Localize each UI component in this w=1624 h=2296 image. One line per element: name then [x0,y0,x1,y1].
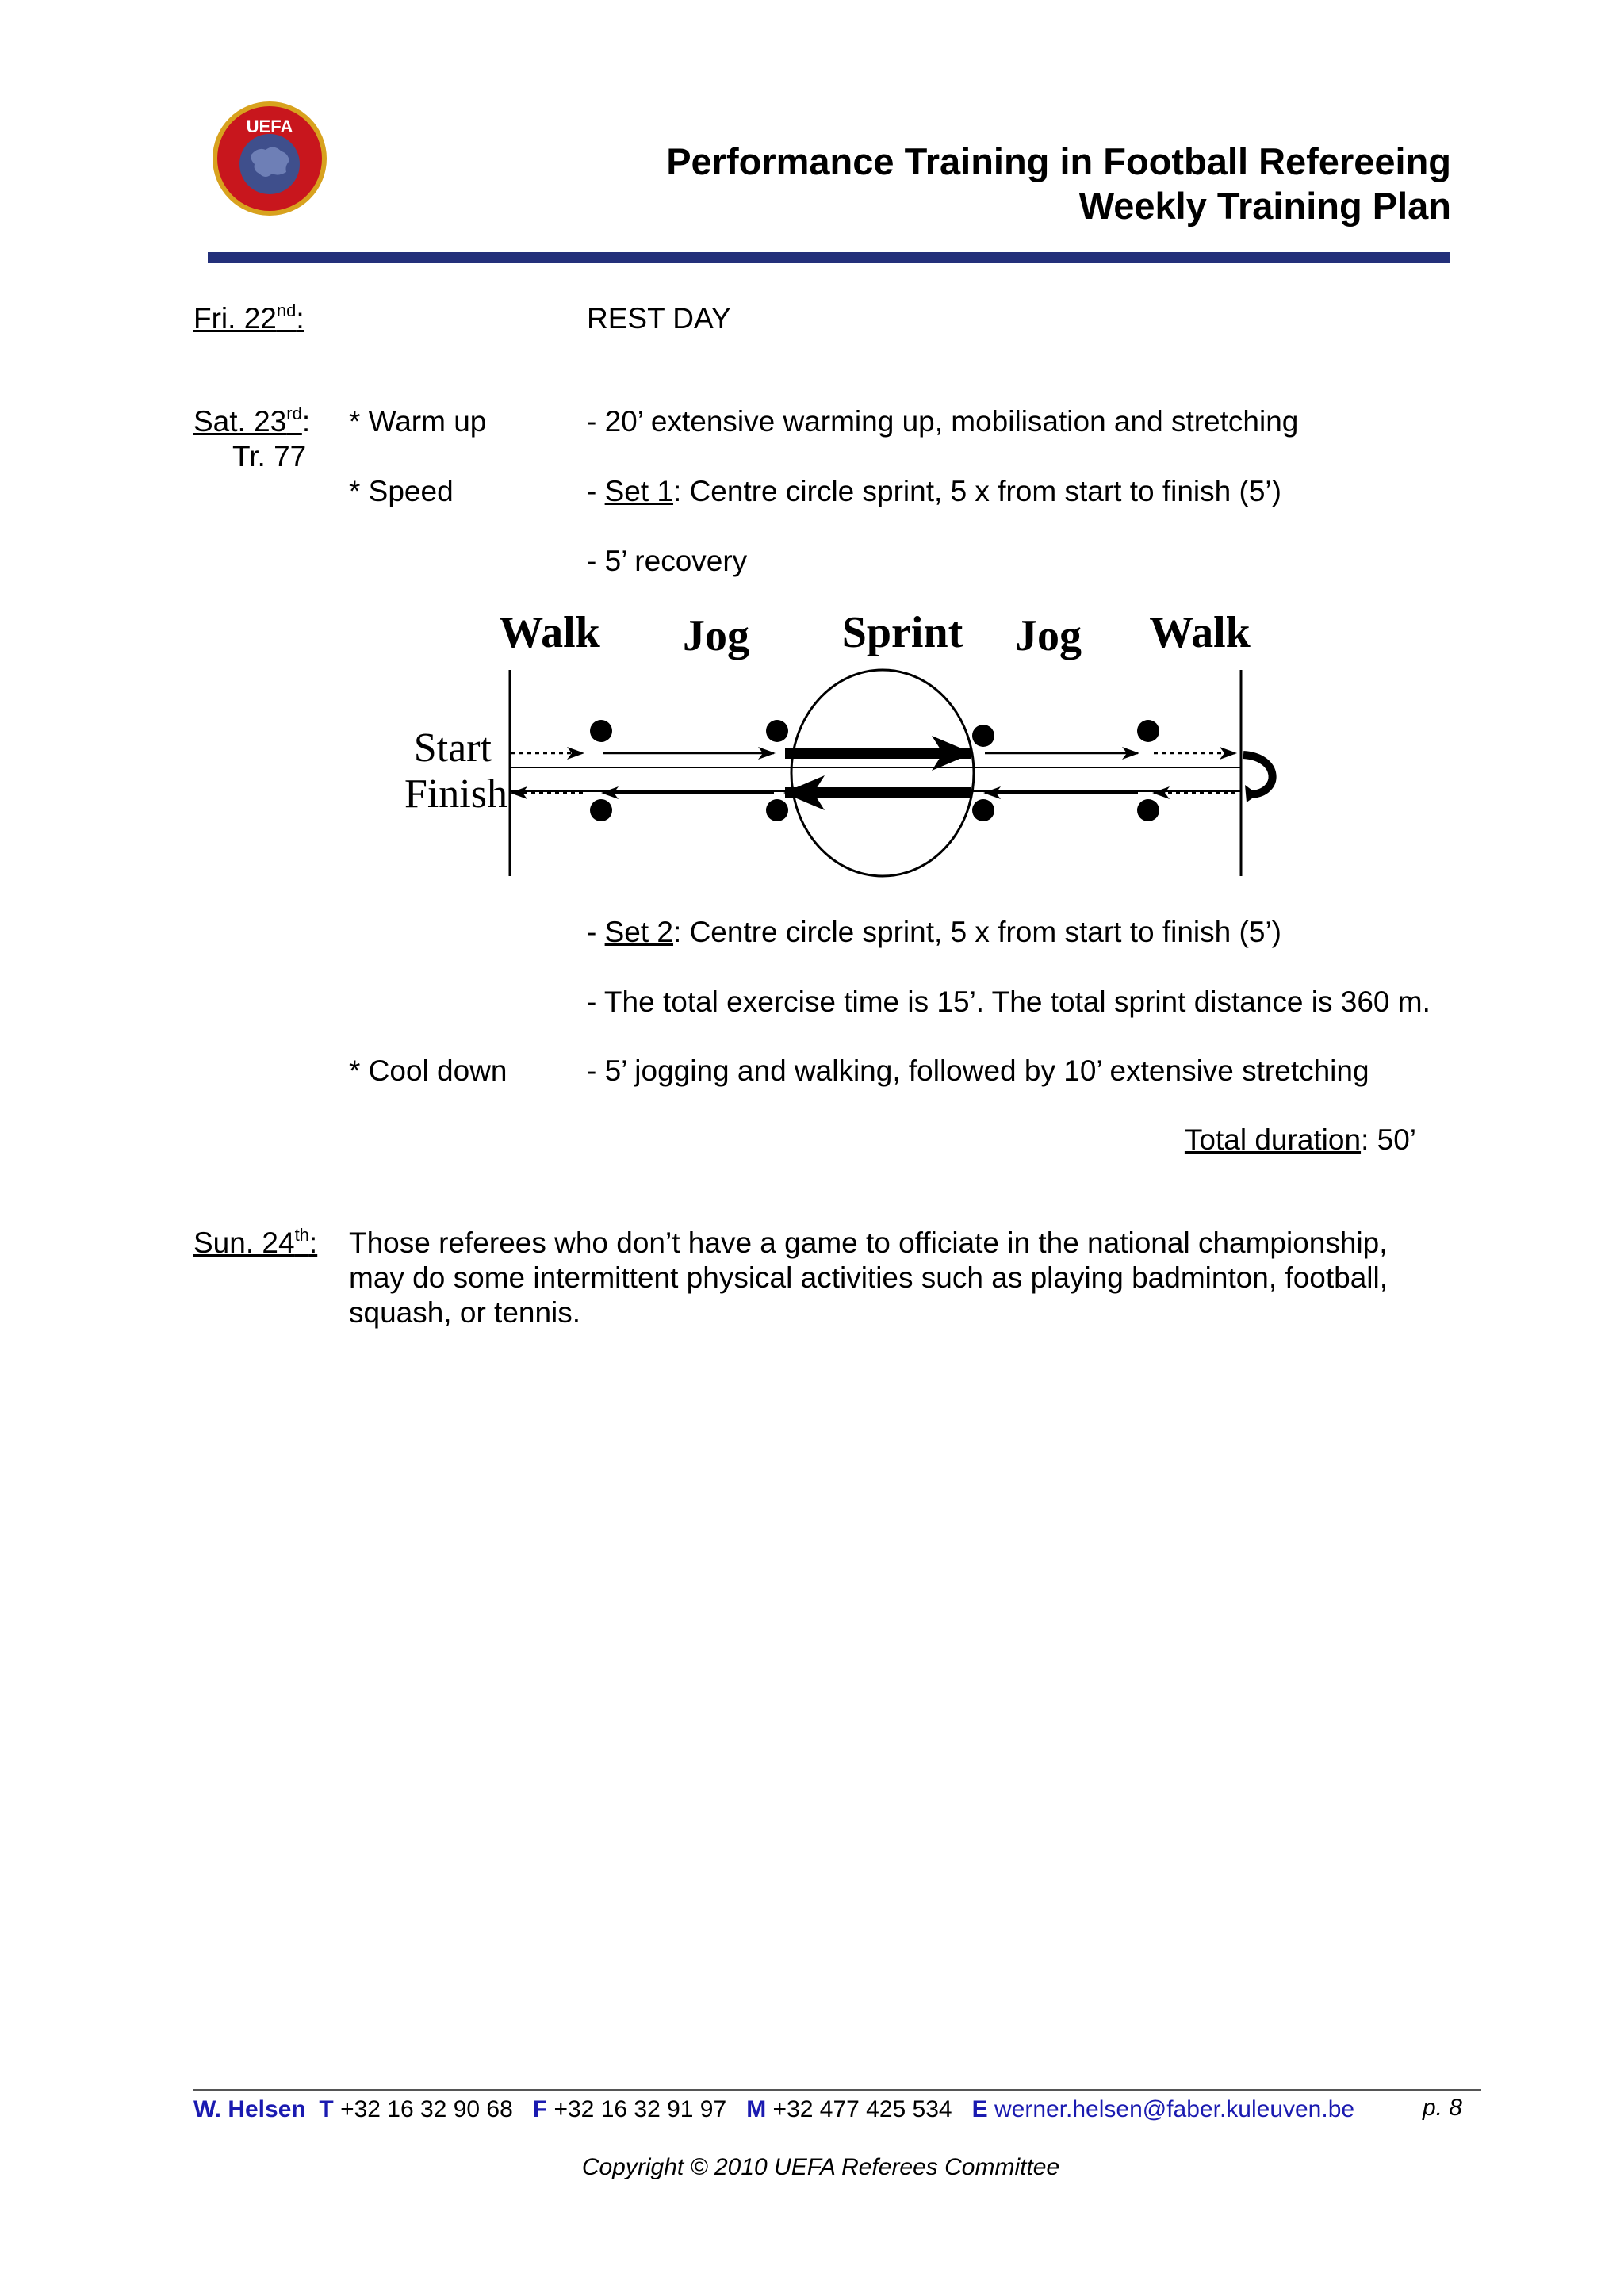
set2-text: - Set 2: Centre circle sprint, 5 x from start to finish (5’) [587,916,1281,948]
footer-rule [193,2089,1481,2091]
sun-day-label: Sun. 24th: [193,1224,318,1259]
warmup-text: - 20’ extensive warming up, mobilisation and stretching [587,405,1299,438]
footer-name: W. Helsen [193,2096,306,2122]
footer-mobile: +32 477 425 534 [772,2096,952,2122]
zone-walk-right: Walk [1149,608,1251,657]
sprint-diagram [389,595,1293,888]
footer-page-number: p. 8 [1422,2095,1462,2121]
sat-day-label: Sat. 23rd: [193,403,311,438]
set1-text: - Set 1: Centre circle sprint, 5 x from start to finish (5’) [587,475,1281,507]
total-duration: Total duration: 50’ [1184,1123,1416,1156]
uefa-logo [210,99,329,218]
footer-phone: +32 16 32 90 68 [340,2096,513,2122]
fri-rest-text: REST DAY [587,302,731,335]
total-exercise-text: - The total exercise time is 15’. The total sprint distance is 360 m. [587,985,1431,1018]
page-subtitle: Weekly Training Plan [1078,185,1451,227]
warmup-label: * Warm up [349,405,487,438]
zone-jog-right: Jog [1015,611,1082,660]
page-title: Performance Training in Football Refereeing [666,140,1451,182]
start-label: Start [413,725,492,771]
cones [590,720,1159,821]
centre-circle [791,670,974,876]
sun-text-line1: Those referees who don’t have a game to officiate in the national championship, [349,1226,1388,1259]
header-rule [208,252,1450,263]
zone-walk-left: Walk [499,608,600,657]
zone-sprint: Sprint [841,608,963,657]
speed-label: * Speed [349,475,454,507]
cooldown-label: * Cool down [349,1054,508,1087]
finish-label: Finish [404,771,508,817]
sun-text-line3: squash, or tennis. [349,1296,581,1329]
fri-day-label: Fri. 22nd: [193,300,304,335]
footer-contact: W. Helsen T +32 16 32 90 68 F +32 16 32 91 97 M +32 477 425 534 E werner.helsen@faber.kuleuven.be [193,2096,1355,2122]
sat-session: Tr. 77 [232,440,307,473]
footer-copyright: Copyright © 2010 UEFA Referees Committee [581,2154,1060,2180]
sun-text-line2: may do some intermittent physical activities such as playing badminton, football, [349,1261,1388,1294]
footer-fax: +32 16 32 91 97 [553,2096,727,2122]
logo-text: UEFA [246,117,293,136]
recovery-text: - 5’ recovery [587,545,748,577]
cooldown-text: - 5’ jogging and walking, followed by 10’ extensive stretching [587,1054,1369,1087]
footer-email[interactable]: werner.helsen@faber.kuleuven.be [994,2096,1355,2122]
zone-jog-left: Jog [683,611,749,660]
